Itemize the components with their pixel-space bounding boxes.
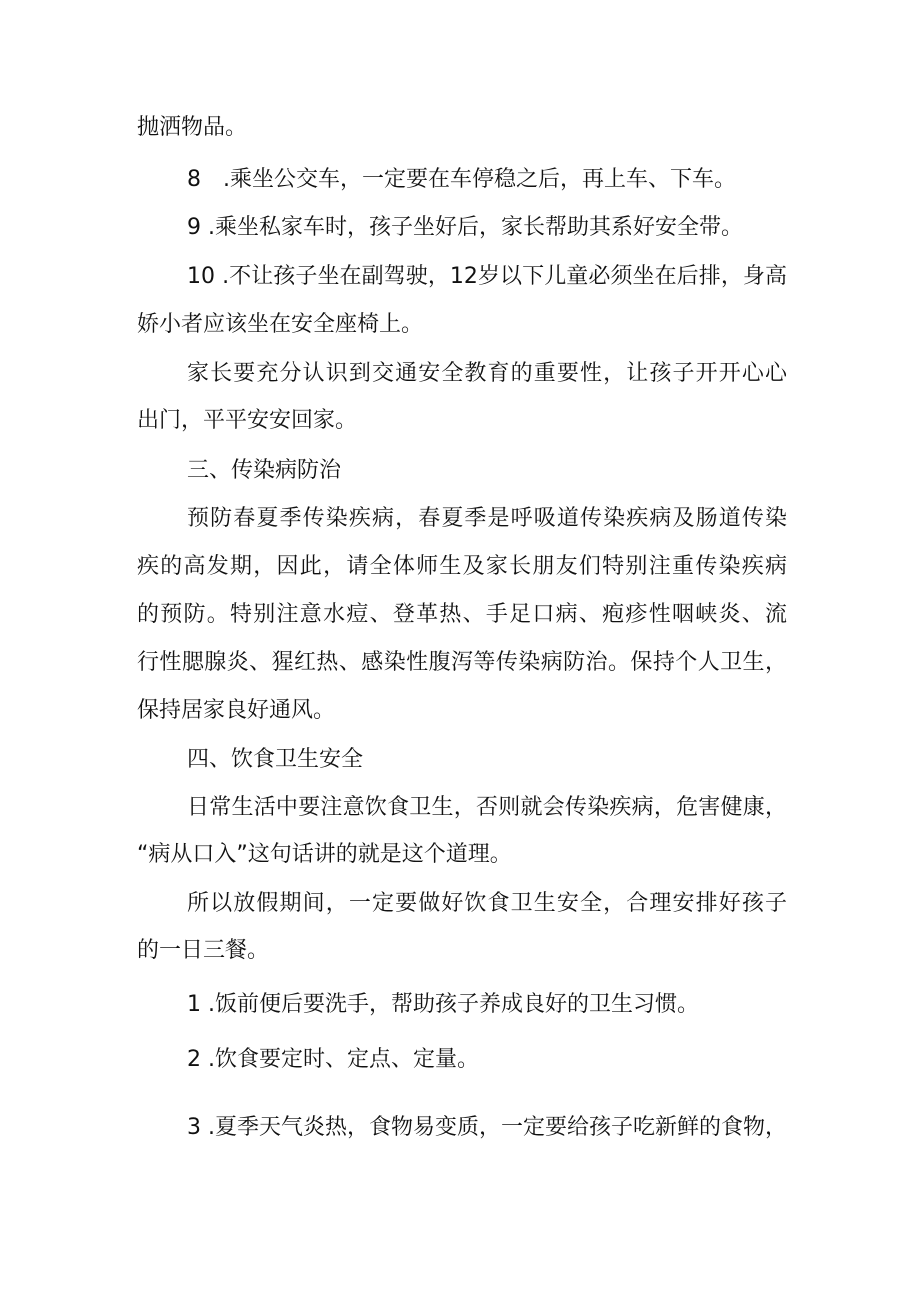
list-item-9: 9 .乘坐私家车时，孩子坐好后，家长帮助其系好安全带。 bbox=[187, 215, 743, 240]
list-item-2: 2 .饮食要定时、定点、定量。 bbox=[187, 1047, 479, 1072]
paragraph-line: 抛洒物品。 bbox=[137, 115, 248, 140]
paragraph-line: 的一日三餐。 bbox=[137, 938, 270, 963]
list-item-10: 10 .不让孩子坐在副驾驶，12岁以下儿童必须坐在后排，身高 bbox=[187, 264, 787, 289]
paragraph-line: 预防春夏季传染疾病，春夏季是呼吸道传染疾病及肠道传染 bbox=[187, 506, 787, 531]
section-heading: 三、传染病防治 bbox=[187, 458, 342, 483]
paragraph-line: 娇小者应该坐在安全座椅上。 bbox=[137, 312, 424, 337]
paragraph-line: 的预防。特别注意水痘、登革热、手足口病、疱疹性咽峡炎、流 bbox=[137, 602, 787, 627]
paragraph-line: 疾的高发期，因此，请全体师生及家长朋友们特别注重传染疾病 bbox=[137, 554, 787, 579]
paragraph-line: 家长要充分认识到交通安全教育的重要性，让孩子开开心心 bbox=[187, 361, 787, 386]
list-item-8: 8 .乘坐公交车，一定要在车停稳之后，再上车、下车。 bbox=[187, 167, 736, 192]
paragraph-line: 行性腮腺炎、猩红热、感染性腹泻等传染病防治。保持个人卫生， bbox=[137, 650, 787, 675]
paragraph-line: “病从口入”这句话讲的就是这个道理。 bbox=[137, 842, 512, 867]
paragraph-line: 日常生活中要注意饮食卫生，否则就会传染疾病，危害健康， bbox=[187, 795, 787, 820]
section-heading: 四、饮食卫生安全 bbox=[187, 747, 364, 772]
paragraph-line: 出门，平平安安回家。 bbox=[137, 408, 358, 433]
list-item-3: 3 .夏季天气炎热，食物易变质，一定要给孩子吃新鲜的食物， bbox=[187, 1115, 787, 1140]
paragraph-line: 所以放假期间，一定要做好饮食卫生安全，合理安排好孩子 bbox=[187, 891, 787, 916]
list-item-1: 1 .饭前便后要洗手，帮助孩子养成良好的卫生习惯。 bbox=[187, 992, 699, 1017]
paragraph-line: 保持居家良好通风。 bbox=[137, 698, 336, 723]
